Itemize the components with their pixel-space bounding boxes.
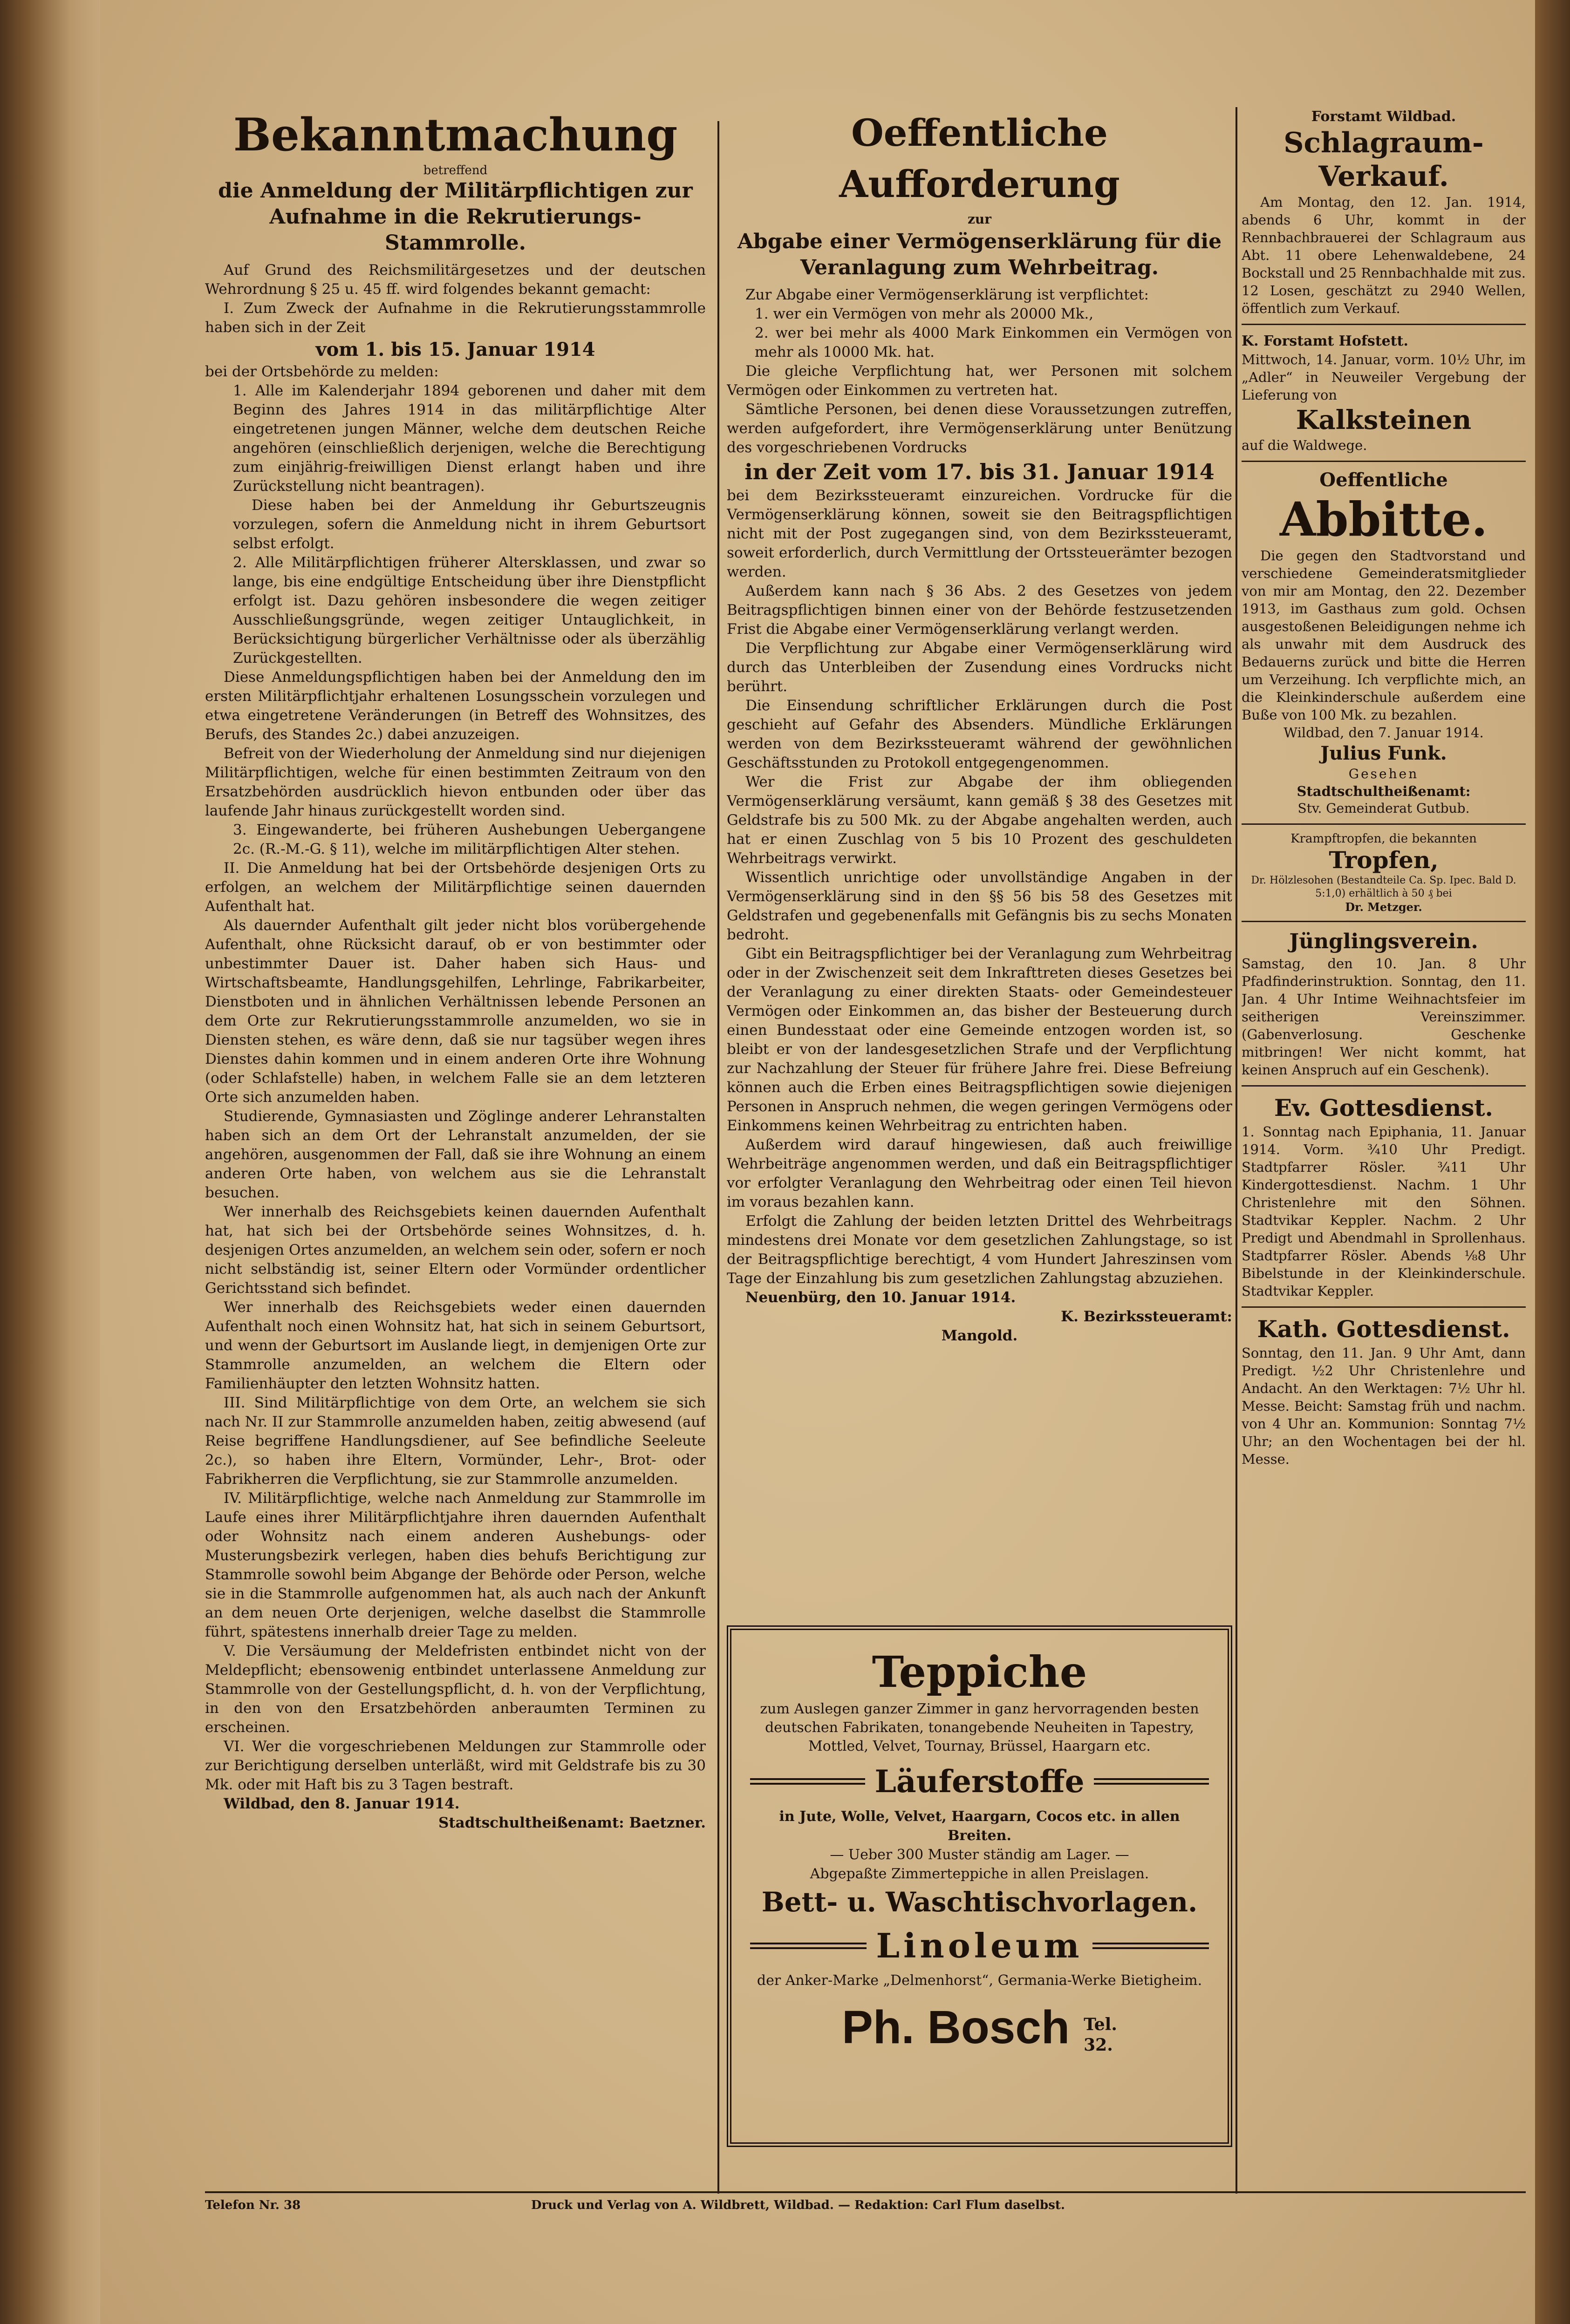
mid-name: Mangold.: [941, 1327, 1018, 1344]
left-place-date: Wildbad, den 8. Januar 1914.: [224, 1795, 460, 1812]
left-item2: 2. Alle Militärpflichtigen früherer Altersklassen, und zwar so lange, bis eine endgültige Entscheidung über ihre Dienstpflicht erfolgt ist. Dazu gehören insbesondere die wegen zeitiger Ausschließungsgründe, wegen zeitiger Untauglichkeit, in Berücksichtigung bürgerlicher Verhältnisse oder als überzählig Zurückgestellten.: [233, 554, 706, 666]
ad-divider-left: [750, 1778, 865, 1785]
r-s4-big: Tropfen,: [1329, 846, 1439, 874]
left-point2e: Wer innerhalb des Reichsgebiets weder einen dauernden Aufenthalt noch einen Wohnsitz hat, hat sich in seinem Geburtsort, und wenn der Geburtsort im Auslande liegt, in demjenigen Orte zur Stammrolle anzumelden, an welchem die Eltern oder Familienhäupter den letzten Wohnsitz hatten.: [205, 1299, 706, 1392]
r-rule-6: [1242, 1306, 1526, 1308]
ad-title2: Läuferstoffe: [874, 1763, 1085, 1800]
r-s5-text: Samstag, den 10. Jan. 8 Uhr Pfadfinderinstruktion. Sonntag, den 11. Jan. 4 Uhr Intime Weihnachtsfeier im seitherigen Vereinszimmer. (Gabenverlosung. Geschenke mitbringen! Wer nicht kommt, hat keinen Anspruch auf ein Geschenk).: [1242, 956, 1526, 1078]
left-date-range: vom 1. bis 15. Januar 1914: [315, 339, 595, 360]
ad-text1: zum Auslegen ganzer Zimmer in ganz hervorragenden besten deutschen Fabrikaten, tonangebende Neuheiten in Tapestry, Mottled, Velvet, Tournay, Brüssel, Haargarn etc.: [760, 1701, 1199, 1754]
left-point2b: Als dauernder Aufenthalt gilt jeder nicht blos vorübergehende Aufenthalt, ohne Rücksicht darauf, ob er von bestimmter oder unbestimmter Dauer ist. Daher haben sich Haus- und Wirtschaftsbeamte, Handlungsgehilfen, Lehrlinge, Fabrikarbeiter, Dienstboten und in ähnlichen Verhältnissen lebende Personen an dem Orte zur Rekrutierungsstammrolle anzumelden, wo sie in Diensten stehen, es wäre denn, daß sie nur tagsüber wegen ihres Dienstes dahin kommen und in einem anderen Orte ihre Wohnung (oder Schlafstelle) haben, in welchem Falle sie an dem letzteren Orte sich anzumelden haben.: [205, 917, 706, 1106]
ad-divider2-right: [1092, 1943, 1209, 1949]
r-s1-text: Am Montag, den 12. Jan. 1914, abends 6 Uhr, kommt in der Rennbachbrauerei der Schlagraum aus Abt. 11 obere Lehenwaldebene, 24 Bockstall und 25 Rennbachhalde mit zus. 12 Losen, geschätzt zu 2940 Wellen, öffentlich zum Verkauf.: [1242, 194, 1526, 316]
mid-p1b: 2. wer bei mehr als 4000 Mark Einkommen ein Vermögen von mehr als 10000 Mk. hat.: [755, 325, 1232, 360]
announcement-wehrbeitrag: [727, 107, 1232, 1611]
footer-druck: Druck und Verlag von A. Wildbrett, Wildbad. — Redaktion: Carl Flum daselbst.: [531, 2198, 1065, 2212]
ad-text4: Abgepaßte Zimmerteppiche in allen Preislagen.: [810, 1866, 1149, 1882]
r-s3-office: Stadtschultheißenamt:: [1297, 783, 1471, 799]
mid-p3: Sämtliche Personen, bei denen diese Voraussetzungen zutreffen, werden aufgefordert, ihre Vermögenserklärung unter Benützung des vorgeschriebenen Vordrucks: [727, 401, 1232, 456]
left-subtitle: die Anmeldung der Militärpflichtigen zur Aufnahme in die Rekrutierungs-Stammrolle.: [218, 179, 693, 255]
left-point2c: Studierende, Gymnasiasten und Zöglinge anderer Lehranstalten haben sich an dem Ort der Lehranstalt anzumelden, der sie angehören, ausgenommen der Fall, daß sie ihre Wohnung an einem anderen Orte haben, von welchem aus sie die Lehranstalt besuchen.: [205, 1108, 706, 1201]
mid-p9: Wissentlich unrichtige oder unvollständige Angaben in der Vermögenserklärung sind in den §§ 56 bis 58 des Gesetzes mit Geldstrafen und gegebenenfalls mit Gefängnis bis zu sechs Monaten bedroht.: [727, 869, 1232, 943]
mid-p1a: 1. wer ein Vermögen von mehr als 20000 Mk.,: [755, 306, 1094, 322]
left-point6: VI. Wer die vorgeschriebenen Meldungen zur Stammrolle oder zur Berichtigung derselben unterläßt, wird mit Geldstrafe bis zu 30 Mk. oder mit Haft bis zu 3 Tagen bestraft.: [205, 1738, 706, 1793]
right-column-ads: [1242, 107, 1526, 2180]
r-s3-name: Julius Funk.: [1320, 742, 1447, 764]
left-item2b: Diese Anmeldungspflichtigen haben bei der Anmeldung den im ersten Militärpflichtjahr erhaltenen Losungsschein vorzulegen und etwa eingetretene Veränderungen (in Betreff des Wohnsitzes, des Berufs, des Standes 2c.) dabei anzuzeigen.: [205, 669, 706, 743]
page-footer: [205, 2198, 1523, 2219]
ad-tel-label: Tel.: [1084, 2015, 1117, 2034]
r-s2-big: Kalksteinen: [1296, 405, 1472, 435]
mid-p7: Die Einsendung schriftlicher Erklärungen durch die Post geschieht auf Gefahr des Absenders. Mündliche Erklärungen werden von dem Bezirkssteueramt während der gewöhnlichen Geschäftsstunden zu Protokoll entgegengenommen.: [727, 697, 1232, 771]
r-s2-tail: auf die Waldwege.: [1242, 437, 1367, 453]
r-s3-title: Abbitte.: [1279, 492, 1488, 547]
left-point1: I. Zum Zweck der Aufnahme in die Rekrutierungsstammrolle haben sich in der Zeit: [205, 300, 706, 336]
r-rule-4: [1242, 921, 1526, 922]
left-item1b: Diese haben bei der Anmeldung ihr Geburtszeugnis vorzulegen, sofern die Anmeldung nicht in ihrem Geburtsort selbst erfolgt.: [233, 497, 706, 552]
left-point4: IV. Militärpflichtige, welche nach Anmeldung zur Stammrolle im Laufe eines ihrer Militärpflichtjahre ihren dauernden Aufenthalt oder Wohnsitz nach einem anderen Aushebungs- oder Musterungsbezirk verlegen, haben dies behufs Berichtigung zur Stammrolle sowohl beim Abgange der Behörde oder Person, welche sie in die Stammrolle aufgenommen hat, als auch nach der Ankunft an dem neuen Orte derjenigen, welche daselbst die Stammrolle führt, spätestens innerhalb dreier Tage zu melden.: [205, 1490, 706, 1640]
mid-p1: Zur Abgabe einer Vermögenserklärung ist verpflichtet:: [745, 286, 1149, 303]
mid-p5: Außerdem kann nach § 36 Abs. 2 des Gesetzes von jedem Beitragspflichtigen binnen einer von der Behörde festzusetzenden Frist die Abgabe einer Vermögenserklärung verlangt werden.: [727, 583, 1232, 638]
r-s7-text: Sonntag, den 11. Jan. 9 Uhr Amt, dann Predigt. ½2 Uhr Christenlehre und Andacht. An den Werktagen: 7½ Uhr hl. Messe. Beicht: Samstag früh und nachm. von 4 Uhr an. Kommunion: Sonntag 7½ Uhr; an den Wochentagen bei der hl. Messe.: [1242, 1345, 1526, 1467]
r-rule-5: [1242, 1085, 1526, 1087]
mid-p6: Die Verpflichtung zur Abgabe einer Vermögenserklärung wird durch das Unterbleiben der Zusendung eines Vordrucks nicht berührt.: [727, 640, 1232, 695]
left-point2d: Wer innerhalb des Reichsgebiets keinen dauernden Aufenthalt hat, hat sich bei der Ortsbehörde seines Wohnsitzes, d. h. desjenigen Ortes anzumelden, an welchem sein oder, sofern er noch nicht selbständig ist, seiner Eltern oder Vormünder ordentlicher Gerichtsstand sich befindet.: [205, 1203, 706, 1297]
r-rule-2: [1242, 461, 1526, 462]
ad-company: Ph. Bosch: [842, 2001, 1070, 2053]
ad-divider-right: [1094, 1778, 1209, 1785]
r-s4-name: Dr. Metzger.: [1345, 900, 1422, 914]
ad-teppiche: [727, 1625, 1232, 2147]
ad-title4: Linoleum: [876, 1926, 1083, 1965]
mid-p12: Erfolgt die Zahlung der beiden letzten Drittel des Wehrbeitrags mindestens drei Monate vor dem gesetzlichen Zahlungstage, so ist der Beitragspflichtige berechtigt, 4 vom Hundert Jahreszinsen vom Tage der Einzahlung bis zum gesetzlichen Zahlungstag abzuziehen.: [727, 1213, 1232, 1287]
left-at-authority: bei der Ortsbehörde zu melden:: [205, 363, 439, 380]
r-s1-title: Schlagraum-Verkauf.: [1283, 127, 1484, 193]
left-intro: Auf Grund des Reichsmilitärgesetzes und der deutschen Wehrordnung § 25 u. 45 ff. wird folgendes bekannt gemacht:: [205, 262, 706, 298]
column-rule-right: [1236, 107, 1237, 2194]
mid-title: Oeffentliche Aufforderung: [839, 111, 1120, 206]
r-rule-3: [1242, 823, 1526, 825]
mid-p2: Die gleiche Verpflichtung hat, wer Personen mit solchem Vermögen oder Einkommen zu vertreten hat.: [727, 363, 1232, 399]
ad-title3: Bett- u. Waschtischvorlagen.: [761, 1886, 1198, 1918]
r-s3-seen: Gesehen: [1348, 766, 1419, 781]
left-item1: 1. Alle im Kalenderjahr 1894 geborenen und daher mit dem Beginn des Jahres 1914 in das militärpflichtige Alter eingetretenen jungen Männer, welche dem deutschen Reiche angehören (einschließlich derjenigen, welche die Berechtigung zum einjährig-freiwilligen Dienst erlangt haben und ihre Zurückstellung nicht beantragen).: [233, 382, 706, 495]
mid-p11: Außerdem wird darauf hingewiesen, daß auch freiwillige Wehrbeiträge angenommen werden, und daß ein Beitragspflichtiger vor erfolgter Veranlagung den Wehrbeitrag oder einen Teil hievon im voraus bezahlen kann.: [727, 1136, 1232, 1210]
left-signature: Stadtschultheißenamt: Baetzner.: [438, 1814, 706, 1831]
r-s7-title: Kath. Gottesdienst.: [1257, 1315, 1510, 1343]
r-s3-text: Die gegen den Stadtvorstand und verschiedene Gemeinderatsmitglieder von mir am Montag, den 22. Dezember 1913, im Gasthaus zum gold. Ochsen ausgestoßenen Beleidigungen nehme ich als unwahr mit dem Ausdruck des Bedauerns zurück und bitte die Herren um Verzeihung. Ich verpflichte mich, an die Kleinkinderschule außerdem eine Buße von 100 Mk. zu bezahlen.: [1242, 548, 1526, 723]
r-s2-head: K. Forstamt Hofstett.: [1242, 333, 1408, 349]
ad-text3: — Ueber 300 Muster ständig am Lager. —: [830, 1847, 1129, 1863]
r-s4-text1: Krampftropfen, die bekannten: [1290, 832, 1477, 846]
left-point5: V. Die Versäumung der Meldefristen entbindet nicht von der Meldepflicht; ebensowenig entbindet unterlassene Anmeldung zur Stammrolle von der Gestellungspflicht, d. h. von der Verpflichtung, in den von den Ersatzbehörden anberaumten Terminen zu erscheinen.: [205, 1643, 706, 1736]
footer-telefon: Telefon Nr. 38: [205, 2198, 301, 2212]
left-title: Bekanntmachung: [233, 109, 678, 161]
left-point3: III. Sind Militärpflichtige von dem Orte, an welchem sie sich nach Nr. II zur Stammrolle anzumelden haben, zeitig abwesend (auf Reise begriffene Handlungsdiener, auf See befindliche Seeleute 2c.), so haben ihre Eltern, Vormünder, Lehr-, Brot- oder Fabrikherren die Verpflichtung, sie zur Stammrolle anzumelden.: [205, 1394, 706, 1488]
ad-title: Teppiche: [872, 1647, 1087, 1697]
mid-place-date: Neuenbürg, den 10. Januar 1914.: [745, 1289, 1016, 1306]
left-item3: 3. Eingewanderte, bei früheren Aushebungen Uebergangene 2c. (R.-M.-G. § 11), welche im militärpflichtigen Alter stehen.: [233, 822, 706, 857]
left-item2c: Befreit von der Wiederholung der Anmeldung sind nur diejenigen Militärpflichtigen, welche für einen bestimmten Zeitraum von den Ersatzbehörden ausdrücklich hievon entbunden oder über das laufende Jahr hinaus zurückgestellt worden sind.: [205, 745, 706, 819]
mid-p8: Wer die Frist zur Abgabe der ihm obliegenden Vermögenserklärung versäumt, kann gemäß § 38 des Gesetzes mit Geldstrafe bis zu 500 Mk. zu der Abgabe angehalten werden, auch hat er einen Zuschlag von 5 bis 10 Prozent des geschuldeten Wehrbeitrags verwirkt.: [727, 774, 1232, 867]
left-point2: II. Die Anmeldung hat bei der Ortsbehörde desjenigen Orts zu erfolgen, an welchem der Militärpflichtige seinen dauernden Aufenthalt hat.: [205, 860, 706, 915]
mid-period: in der Zeit vom 17. bis 31. Januar 1914: [744, 459, 1215, 484]
mid-office: K. Bezirkssteueramt:: [1061, 1308, 1232, 1325]
mid-subtitle: Abgabe einer Vermögenserklärung für die Veranlagung zum Wehrbeitrag.: [737, 230, 1222, 279]
ad-text2: in Jute, Wolle, Velvet, Haargarn, Cocos etc. in allen Breiten.: [779, 1808, 1180, 1844]
r-s3-small: Oeffentliche: [1319, 469, 1448, 491]
mid-p4: bei dem Bezirkssteueramt einzureichen. Vordrucke für die Vermögenserklärung können, soweit sie den Beitragspflichtigen nicht mit der Post zugegangen sind, von dem Bezirkssteueramt, soweit erforderlich, durch Vermittlung der Ortssteuerämter bezogen werden.: [727, 487, 1232, 580]
announcement-militaer: [205, 107, 706, 2194]
r-s3-office2: Stv. Gemeinderat Gutbub.: [1297, 801, 1470, 816]
r-s5-title: Jünglingsverein.: [1289, 930, 1478, 953]
r-s6-text: 1. Sonntag nach Epiphania, 11. Januar 1914. Vorm. ¾10 Uhr Predigt. Stadtpfarrer Rösler. ¾11 Uhr Kindergottesdienst. Nachm. 1 Uhr Christenlehre mit den Söhnen. Stadtvikar Keppler. Nachm. 2 Uhr Predigt und Abendmahl in Sprollenhaus. Stadtpfarrer Rösler. Abends ⅛8 Uhr Bibelstunde in der Kleinkinderschule. Stadtvikar Keppler.: [1242, 1124, 1526, 1299]
ad-text5: der Anker-Marke „Delmenhorst“, Germania-Werke Bietigheim.: [757, 1972, 1202, 1989]
r-s2-text: Mittwoch, 14. Januar, vorm. 10½ Uhr, im „Adler“ in Neuweiler Vergebung der Lieferung von: [1242, 352, 1526, 403]
column-rule-left: [717, 121, 719, 2194]
r-s6-title: Ev. Gottesdienst.: [1274, 1094, 1493, 1121]
left-subtitle-small: betreffend: [423, 163, 488, 177]
r-rule-1: [1242, 324, 1526, 325]
ad-tel-number: 32.: [1084, 2035, 1113, 2055]
r-s3-date: Wildbad, den 7. Januar 1914.: [1283, 725, 1484, 741]
ad-divider2-left: [750, 1943, 867, 1949]
mid-zur: zur: [967, 211, 991, 227]
mid-p10: Gibt ein Beitragspflichtiger bei der Veranlagung zum Wehrbeitrag oder in der Zwischenzeit seit dem Inkrafttreten dieses Gesetzes bei der Veranlagung zu einer direkten Staats- oder Gemeindesteuer Vermögen oder Einkommen an, das bisher der Besteuerung durch einen Bundesstaat oder eine Gemeinde entzogen worden ist, so bleibt er von der landesgesetzlichen Strafe und der Verpflichtung zur Nachzahlung der Steuer für frühere Jahre frei. Diese Befreiung können auch die Erben eines Beitragspflichtigen sowie diejenigen Personen in Anspruch nehmen, die wegen geringen Vermögens oder Einkommens keinen Wehrbeitrag zu entrichten haben.: [727, 945, 1232, 1134]
r-s1-head: Forstamt Wildbad.: [1311, 109, 1456, 125]
r-s4-text2: Dr. Hölzlesohen (Bestandteile Ca. Sp. Ipec. Bald D. 5:1,0) erhältlich à 50 ₰ bei: [1251, 875, 1516, 899]
